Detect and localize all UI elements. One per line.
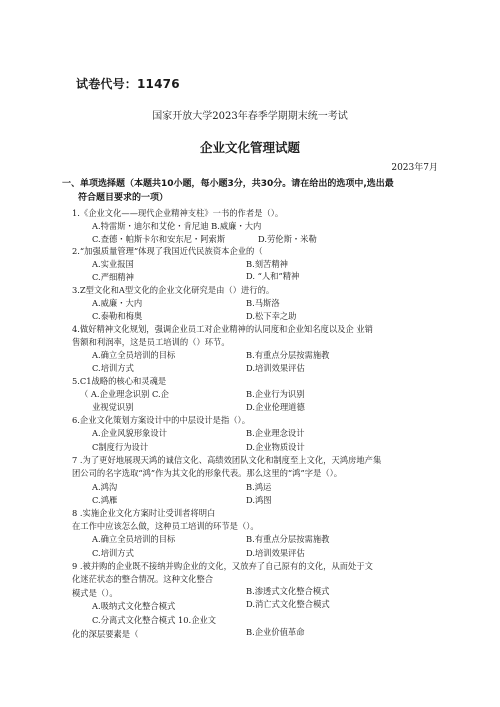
question-9-stem-line1: 9 .被并购的企业既不接纳并购企业的文化，又放弃了自己原有的文化，从而处于文 <box>72 561 373 571</box>
question-7-option-a: A.鸿沟 <box>92 482 118 492</box>
question-7-option-c: C.鸿雁 <box>92 495 118 505</box>
question-3-option-a: A.威廉・大内 <box>92 298 143 308</box>
question-6-stem: 6.企业文化策划方案设计中的中层设计是指（）。 <box>72 415 251 425</box>
question-1-options-row1: A.特雷斯・迪尔和艾伦・肯尼迪 B.威廉・大内 <box>92 221 262 231</box>
question-6-option-b: B.企业理念设计 <box>246 428 305 438</box>
question-3-stem: 3.Z型文化和A型文化的企业文化研究是由（）进行的。 <box>72 285 275 295</box>
question-3-option-b: B.马斯洛 <box>246 298 280 308</box>
question-2-stem: 2.“加强质量管理”体现了我国近代民族资本企业的（ <box>72 246 263 256</box>
question-10-option-b: B.企业价值革命 <box>246 627 305 637</box>
question-8-option-c: C.培训方式 <box>92 548 134 558</box>
exam-date: 2023年7月 <box>391 163 438 173</box>
question-5-stem: 5.C1战略的核心和灵魂是 <box>72 376 167 386</box>
question-3-option-d: D.松下幸之助 <box>246 311 297 321</box>
section-heading <box>62 177 442 205</box>
question-9-option-c: C.分离式文化整合模式 10.企业文 <box>92 615 217 625</box>
question-5-options-ac: （ A.企业理念识别 C.企 <box>80 389 169 399</box>
paper-code: 试卷代号：11476 <box>76 77 180 91</box>
question-7-stem-line2: 团公司的名字选取“鸿”作为其文化的形象代表。那么这里的“鸿”字是（）。 <box>72 468 343 478</box>
question-4-option-a: A.确立全员培训的目标 <box>92 350 176 360</box>
question-7-stem-line1: 7 .为了更好地展现天鸿的诚信文化、高绩效团队文化和制度至上文化，天鸿房地产集 <box>72 455 382 465</box>
question-9-option-a: A.吸纳式文化整合模式 <box>92 601 176 611</box>
question-6-option-a: A.企业风貌形象设计 <box>92 428 168 438</box>
question-5-option-b: B.企业行为识别 <box>246 389 305 399</box>
question-9-stem-line3: 模式是（）。 <box>72 588 118 598</box>
question-2-option-a: A.实业报国 <box>92 259 134 269</box>
question-5-option-c-cont: 业视觉识别 <box>92 402 134 412</box>
question-6-option-d: D.企业物质设计 <box>246 442 305 452</box>
question-3-option-c: C.泰勒和梅奥 <box>92 311 143 321</box>
question-7-option-d: D.鸿图 <box>246 495 272 505</box>
question-4-option-d: D.培训效果评估 <box>246 363 305 373</box>
question-8-option-d: D.培训效果评估 <box>246 548 305 558</box>
question-8-option-b: B.有重点分层按需施教 <box>246 534 330 544</box>
page-title: 企业文化管理试题 <box>199 140 300 155</box>
question-4-stem-line1: 4.做好精神文化规划，强调企业员工对企业精神的认同度和企业知名度以及企 业销 <box>72 324 373 334</box>
question-8-stem-line1: 8 .实施企业文化方案时让受训者将明白 <box>72 508 216 518</box>
question-1-option-d: D.劳伦斯・米勒 <box>258 234 317 244</box>
question-1-option-c: C.查德・帕斯卡尔和安东尼・阿索斯 <box>92 234 226 244</box>
question-1-stem: 1.《企业文化——现代企业精神支柱》一书的作者是（）。 <box>72 208 284 218</box>
question-2-option-b: B.刻苦精神 <box>246 259 288 269</box>
question-9-stem-line2: 化迷茫状态的整合情况。这种文化整合 <box>72 574 214 584</box>
question-9-option-b: B.渗透式文化整合模式 <box>246 586 330 596</box>
question-4-option-c: C.培训方式 <box>92 363 134 373</box>
question-2-option-c: C.严细精神 <box>92 272 134 282</box>
question-7-option-b: B.鸿运 <box>246 482 272 492</box>
question-8-option-a: A.确立全员培训的目标 <box>92 534 176 544</box>
question-6-option-c: C制度行为设计 <box>92 442 149 452</box>
section-heading-line2: 符合题目要求的一项） <box>78 193 169 203</box>
question-2-option-d: D. “人和”精神 <box>246 271 300 281</box>
section-heading-line1: 一、单项选择题（本题共10小题，每小题3分，共30分。请在给出的选项中,选出最 <box>62 179 394 189</box>
question-5-option-d: D.企业伦理道德 <box>246 402 305 412</box>
question-9-option-d: D.消亡式文化整合模式 <box>246 599 330 609</box>
question-4-stem-line2: 售额和利润率，这是员工培训的（）环节。 <box>72 337 230 347</box>
question-10-stem: 化的深层要素是（ <box>72 629 139 639</box>
exam-session-line: 国家开放大学2023年春季学期期末统一考试 <box>152 111 348 122</box>
question-4-option-b: B.有重点分层按需施教 <box>246 350 330 360</box>
question-8-stem-line2: 在工作中应该怎么做，这种员工培训的环节是（）。 <box>72 521 259 531</box>
